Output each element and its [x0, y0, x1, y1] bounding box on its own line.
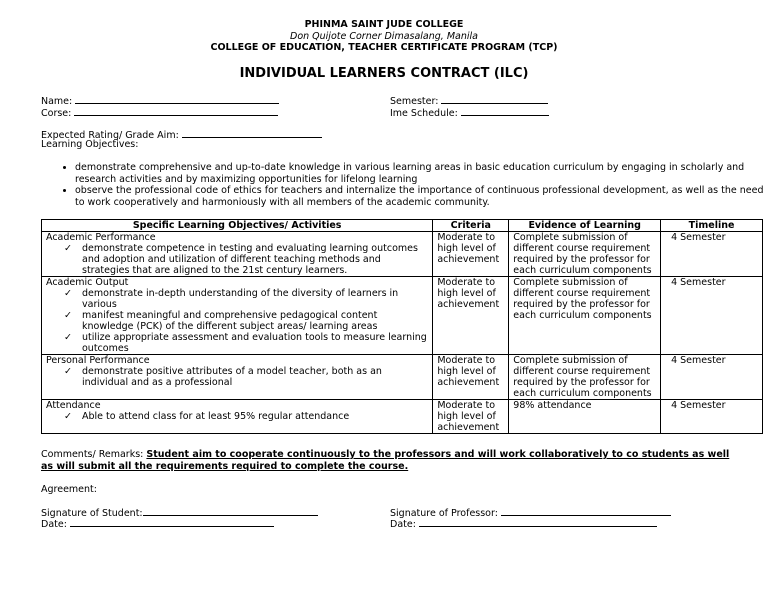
table-row — [42, 355, 763, 400]
objective-item: • demonstrate comprehensive and up-to-date knowledge in various learning areas in basic education curriculum by engaging in scholarly and research activities and by maximizing opportunities for lifelong learning — [75, 162, 768, 185]
category-label: Attendance — [46, 400, 101, 411]
student-signature-label: Signature of Student: — [41, 508, 143, 519]
professor-date-blank — [419, 517, 657, 527]
checklist-item: ✓ utilize appropriate assessment and evaluation tools to measure learning outcomes — [64, 332, 428, 354]
timeline-cell: 4 Semester — [661, 232, 763, 277]
ilc-table — [41, 219, 763, 434]
table-row — [42, 400, 763, 434]
semester-label: Semester: — [390, 96, 439, 107]
checklist-item: ✓ demonstrate competence in testing and evaluating learning outcomes and adoption and utilization of different teaching methods and strategies that are aligned to the 21st century learners. — [64, 243, 428, 276]
remarks-section — [41, 449, 741, 472]
name-label: Name: — [41, 96, 73, 107]
column-header-timeline: Timeline — [661, 220, 763, 232]
table-row — [42, 232, 763, 277]
professor-signature-label: Signature of Professor: — [390, 508, 498, 519]
student-date-field — [41, 517, 274, 531]
column-header-evidence: Evidence of Learning — [509, 220, 661, 232]
timeline-cell: 4 Semester — [661, 355, 763, 400]
document-title: INDIVIDUAL LEARNERS CONTRACT (ILC) — [239, 66, 529, 81]
column-header-objectives: Specific Learning Objectives/ Activities — [42, 220, 433, 232]
criteria-cell: Moderate to high level of achievement — [433, 232, 509, 277]
professor-signature-blank — [501, 506, 671, 516]
expected-rating-label: Expected Rating/ Grade Aim: — [41, 130, 179, 141]
category-label: Academic Output — [46, 277, 129, 288]
objectives-cell — [42, 232, 433, 277]
professor-date-label: Date: — [390, 519, 416, 530]
evidence-cell: Complete submission of different course requirement required by the professor for each curriculum components — [509, 277, 661, 355]
category-label: Academic Performance — [46, 232, 156, 243]
course-label: Corse: — [41, 108, 72, 119]
semester-blank — [441, 94, 548, 104]
objectives-cell — [42, 355, 433, 400]
student-date-blank — [70, 517, 274, 527]
remarks-text: Student aim to cooperate continuously to the professors and will work collaboratively to co students as well as will submit all the requirements required to complete the course. — [41, 449, 730, 472]
college-name: PHINMA SAINT JUDE COLLEGE — [304, 19, 464, 30]
category-label: Personal Performance — [46, 355, 150, 366]
objective-item: • observe the professional code of ethics for teachers and internalize the importance of continuous professional development, as well as the need to work cooperatively and harmoniously with all members of the academic community. — [75, 185, 768, 208]
evidence-cell: 98% attendance — [509, 400, 661, 434]
criteria-cell: Moderate to high level of achievement — [433, 355, 509, 400]
schedule-field — [390, 106, 549, 120]
table-row — [42, 277, 763, 355]
expected-rating-blank — [182, 128, 322, 138]
remarks-label: Comments/ Remarks: — [41, 449, 144, 460]
program-name: COLLEGE OF EDUCATION, TEACHER CERTIFICATE PROGRAM (TCP) — [210, 42, 558, 53]
criteria-cell: Moderate to high level of achievement — [433, 277, 509, 355]
checklist-item: ✓ Able to attend class for at least 95% regular attendance — [64, 411, 428, 422]
college-address: Don Quijote Corner Dimasalang, Manila — [290, 31, 478, 42]
timeline-cell: 4 Semester — [661, 400, 763, 434]
checklist-item: ✓ demonstrate in-depth understanding of the diversity of learners in various — [64, 288, 428, 310]
professor-date-field — [390, 517, 657, 531]
student-date-label: Date: — [41, 519, 67, 530]
checklist-item: ✓ manifest meaningful and comprehensive pedagogical content knowledge (PCK) of the different subject areas/ learning areas — [64, 310, 428, 332]
schedule-blank — [461, 106, 549, 116]
evidence-cell: Complete submission of different course requirement required by the professor for each curriculum components — [509, 355, 661, 400]
table-header-row — [42, 220, 763, 232]
schedule-label: Ime Schedule: — [390, 108, 458, 119]
objectives-cell — [42, 277, 433, 355]
criteria-cell: Moderate to high level of achievement — [433, 400, 509, 434]
agreement-label: Agreement: — [41, 484, 97, 495]
column-header-criteria: Criteria — [433, 220, 509, 232]
name-blank — [75, 94, 279, 104]
course-blank — [74, 106, 278, 116]
evidence-cell: Complete submission of different course requirement required by the professor for each curriculum components — [509, 232, 661, 277]
objectives-cell — [42, 400, 433, 434]
learning-objectives-list — [41, 162, 768, 208]
timeline-cell: 4 Semester — [661, 277, 763, 355]
course-field — [41, 106, 278, 120]
learning-objectives-label: Learning Objectives: — [41, 139, 139, 150]
student-signature-blank — [143, 506, 318, 516]
checklist-item: ✓ demonstrate positive attributes of a model teacher, both as an individual and as a professional — [64, 366, 428, 388]
